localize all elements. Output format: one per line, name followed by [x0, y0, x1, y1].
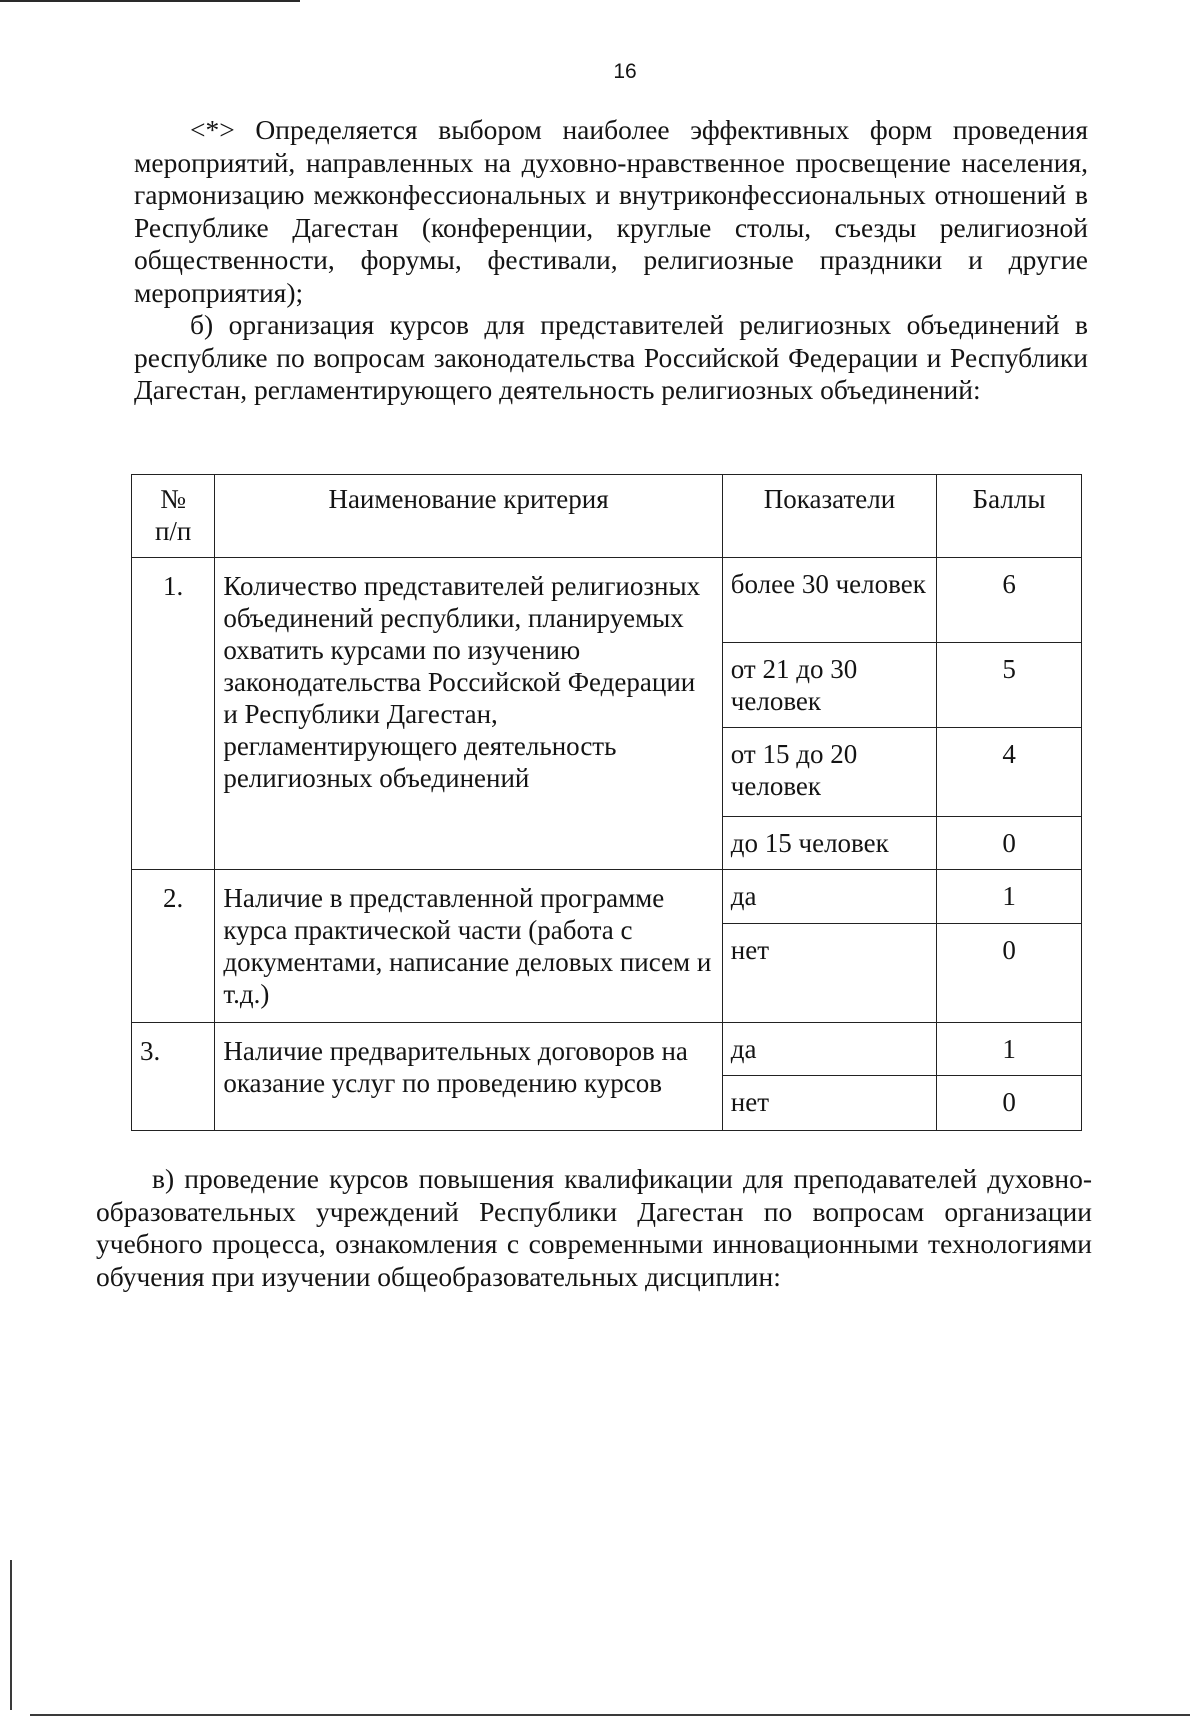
table-row: [132, 558, 1082, 643]
header-number-sign: №: [160, 484, 187, 514]
row-number: 3.: [132, 1023, 215, 1131]
upper-text-block: [134, 114, 1088, 407]
table-row: [132, 870, 1082, 924]
paragraph-b: б) организация курсов для представителей религиозных объединений в республике по вопросам законодательства Российской Федерации и Республики Дагестан, регламентирующего деятельность религиозных объединений:: [134, 309, 1088, 405]
header-points: Баллы: [937, 475, 1082, 558]
indicator-cell: нет: [722, 1076, 936, 1131]
row-number: 1.: [132, 558, 215, 870]
footnote-paragraph: <*> Определяется выбором наиболее эффективных форм проведения мероприятий, направленных на духовно-нравственное просвещение населения, гармонизацию межконфессиональных и внутриконфессиональных отношений в Республике Дагестан (конференции, круглые столы, съезды религиозной общественности, форумы, фестивали, религиозные праздники и другие мероприятия);: [134, 114, 1088, 308]
criterion-text: Наличие предварительных договоров на оказание услуг по проведению курсов: [215, 1023, 722, 1131]
indicator-cell: от 15 до 20 человек: [722, 728, 936, 817]
indicator-cell: более 30 человек: [722, 558, 936, 643]
table-header-row: [132, 475, 1082, 558]
indicator-cell: до 15 человек: [722, 817, 936, 870]
points-cell: 1: [937, 870, 1082, 924]
header-number-abbr: п/п: [154, 516, 192, 546]
criterion-text: Количество представителей религиозных объединений республики, планируемых охватить курсами по изучению законодательства Российской Федерации и Республики Дагестан, регламентирующего деятельность религиозных объединений: [215, 558, 722, 870]
table-row: [132, 1023, 1082, 1076]
indicator-cell: да: [722, 1023, 936, 1076]
points-cell: 1: [937, 1023, 1082, 1076]
header-criterion-name: Наименование критерия: [215, 475, 722, 558]
points-cell: 0: [937, 817, 1082, 870]
points-cell: 5: [937, 643, 1082, 728]
points-cell: 0: [937, 1076, 1082, 1131]
lower-text-block: [96, 1163, 1092, 1293]
points-cell: 6: [937, 558, 1082, 643]
points-cell: 4: [937, 728, 1082, 817]
criterion-text: Наличие в представленной программе курса практической части (работа с документами, написание деловых писем и т.д.): [215, 870, 722, 1023]
scan-border-left: [10, 1560, 12, 1710]
indicator-cell: нет: [722, 924, 936, 1023]
indicator-cell: да: [722, 870, 936, 924]
page-number: 16: [613, 60, 637, 83]
points-cell: 0: [937, 924, 1082, 1023]
indicator-cell: от 21 до 30 человек: [722, 643, 936, 728]
header-indicators: Показатели: [722, 475, 936, 558]
criteria-table: [131, 474, 1082, 1131]
header-number: [132, 475, 215, 558]
row-number: 2.: [132, 870, 215, 1023]
paragraph-c: в) проведение курсов повышения квалификации для преподавателей духовно-образовательных учреждений Республики Дагестан по вопросам организации учебного процесса, ознакомления с современными инновационными технологиями обучения при изучении общеобразовательных дисциплин:: [96, 1163, 1092, 1292]
scan-border-bottom: [30, 1714, 1190, 1716]
scan-border-top: [0, 0, 300, 2]
